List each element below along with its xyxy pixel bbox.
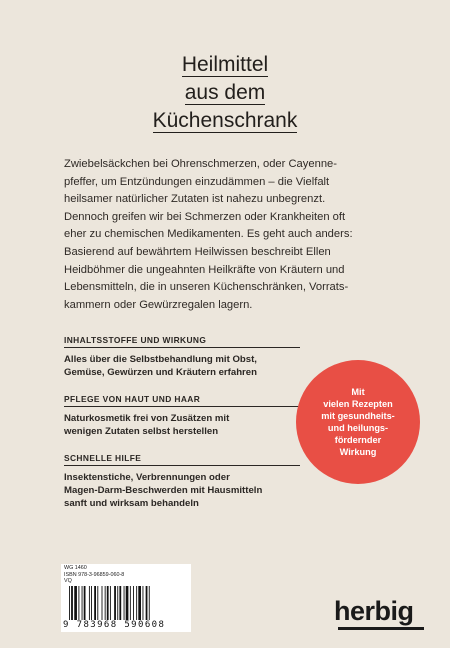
- title-line-3: Küchenschrank: [152, 109, 298, 132]
- section-body: [64, 471, 304, 511]
- badge-line: mit gesundheits-: [321, 411, 395, 421]
- title-line-2: aus dem: [184, 81, 266, 104]
- section-line: Naturkosmetik frei von Zusätzen mit: [64, 412, 230, 424]
- barcode-meta-line: VQ: [64, 578, 72, 585]
- feature-sections: [64, 335, 304, 525]
- recipe-badge: [296, 360, 420, 484]
- section-schnelle-hilfe: [64, 453, 304, 511]
- badge-line: fördernder: [334, 435, 382, 445]
- barcode-meta-line: ISBN 978-3-96859-060-8: [64, 571, 125, 578]
- blurb-line: heilsamer natürlicher Zutaten ist nahezu unbegrenzt.: [64, 193, 326, 206]
- blurb-line: pfeffer, um Entzündungen einzudämmen – die Vielfalt: [64, 175, 330, 188]
- book-title: [0, 52, 450, 136]
- section-heading: SCHNELLE HILFE: [64, 453, 300, 466]
- blurb-line: eher zu chemischen Medikamenten. Es geht auch anders:: [64, 228, 353, 241]
- section-line: Magen-Darm-Beschwerden mit Hausmitteln: [64, 485, 263, 497]
- blurb-line: Heidböhmer die ungeahnten Heilkräfte von Kräutern und: [64, 263, 345, 276]
- blurb-line: kammern oder Gewürzregalen lagern.: [64, 298, 253, 311]
- section-line: Alles über die Selbstbehandlung mit Obst,: [64, 354, 257, 365]
- publisher-logo-underline: [338, 627, 424, 630]
- badge-line: vielen Rezepten: [323, 399, 393, 409]
- section-body: [64, 353, 304, 380]
- badge-line: Wirkung: [339, 447, 377, 457]
- badge-line: Mit: [351, 387, 365, 397]
- barcode-panel: [61, 564, 191, 632]
- barcode-meta-line: WG 1460: [64, 565, 87, 571]
- section-inhaltsstoffe: [64, 335, 304, 380]
- blurb-line: Lebensmitteln, die in unseren Küchenschränken, Vorrats-: [64, 281, 349, 294]
- section-heading: INHALTSSTOFFE UND WIRKUNG: [64, 335, 300, 348]
- section-line: Insektenstiche, Verbrennungen oder: [64, 471, 230, 483]
- blurb-line: Zwiebelsäckchen bei Ohrenschmerzen, oder Cayenne-: [64, 158, 337, 170]
- section-line: sanft und wirksam behandeln: [64, 498, 199, 510]
- blurb-text: [64, 156, 416, 314]
- barcode-icon: [69, 586, 185, 620]
- badge-line: und heilungs-: [327, 423, 389, 433]
- section-line: wenigen Zutaten selbst herstellen: [64, 426, 219, 438]
- title-line-1: Heilmittel: [181, 53, 269, 76]
- section-line: Gemüse, Gewürzen und Kräutern erfahren: [64, 367, 257, 379]
- section-heading: PFLEGE VON HAUT UND HAAR: [64, 394, 300, 407]
- blurb-line: Dennoch greifen wir bei Schmerzen oder Krankheiten oft: [64, 210, 346, 223]
- blurb-line: Basierend auf bewährtem Heilwissen beschreibt Ellen: [64, 245, 331, 258]
- section-pflege: [64, 394, 304, 439]
- barcode-number: 9 783968 590608: [63, 620, 166, 630]
- section-body: [64, 412, 304, 439]
- publisher-logo: herbig: [334, 596, 414, 626]
- barcode-meta: [64, 565, 124, 585]
